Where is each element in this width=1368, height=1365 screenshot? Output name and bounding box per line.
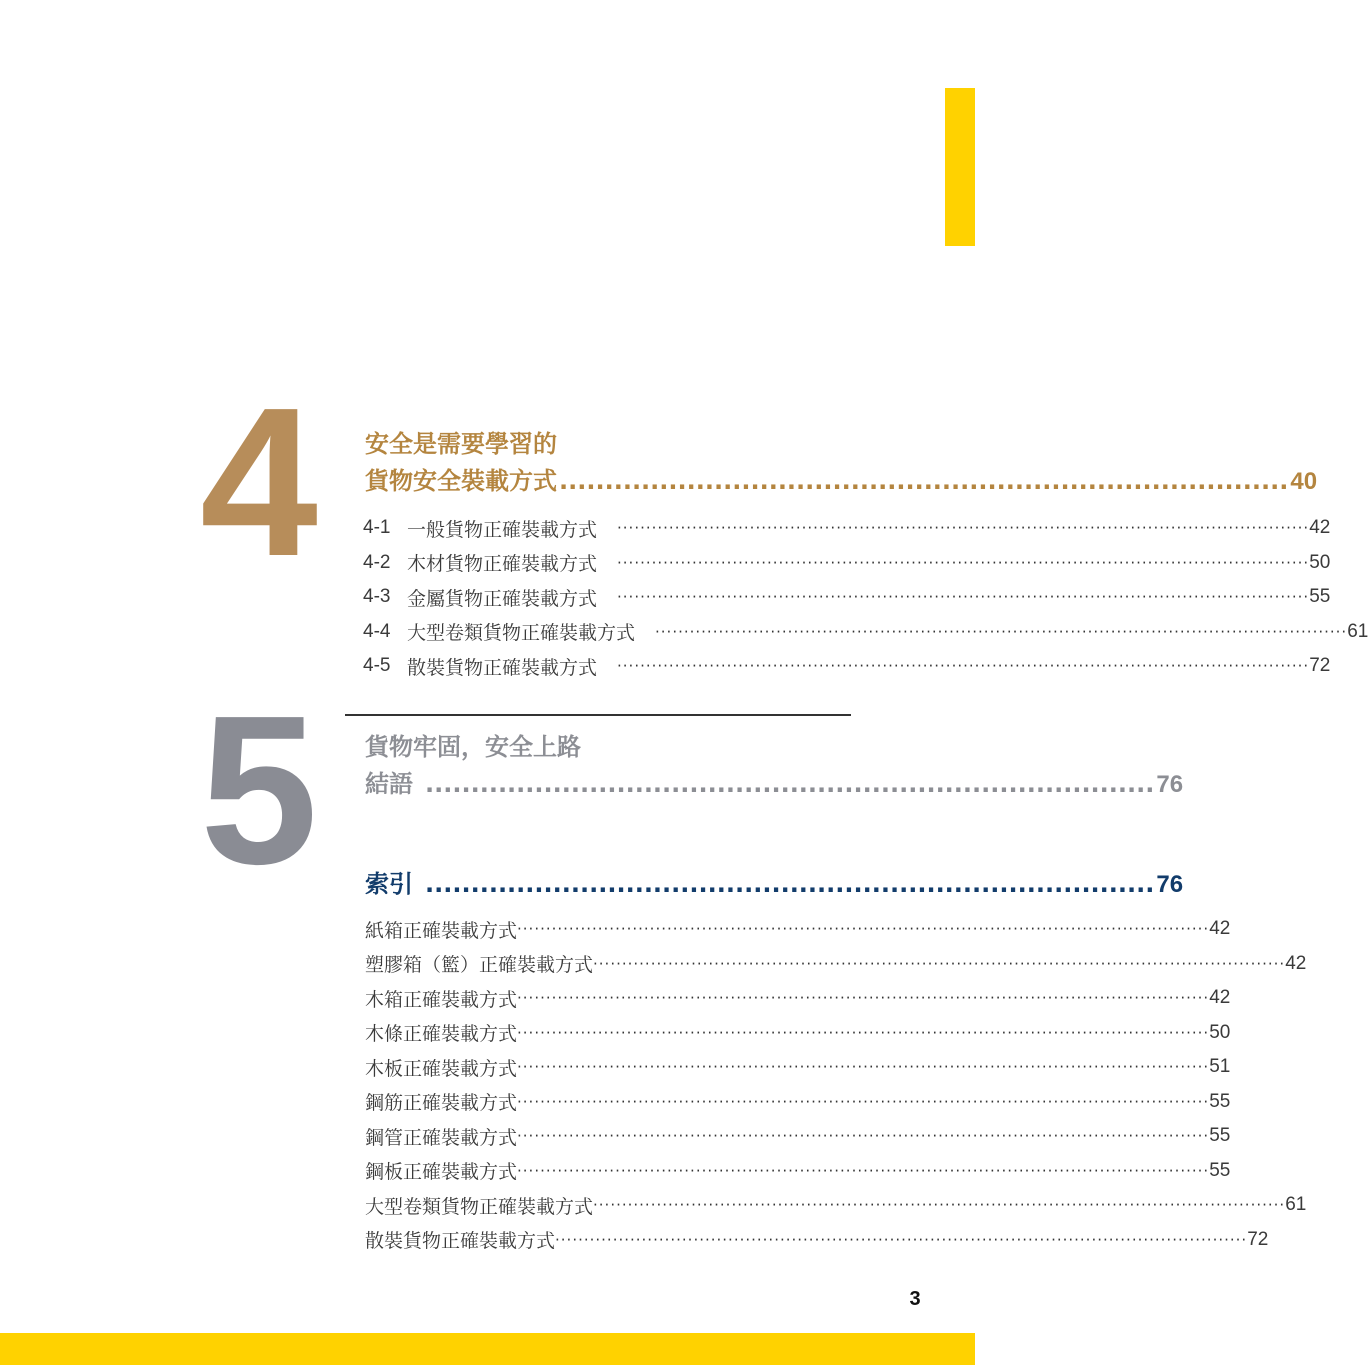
index-item-page: 55 [1209,1159,1231,1181]
toc-item[interactable] [363,653,1331,679]
leader-dots: ························································································································ [517,1092,1210,1111]
leader-dots: ························································································································ [617,553,1310,572]
leader-dots: ························································································································ [517,920,1210,938]
toc-item-page: 42 [1309,517,1331,538]
leader-dots: ························································································································ [617,588,1310,606]
index-title: 索引 [365,870,413,898]
index-item-title: 大型卷類貨物正確裝載方式 [365,1195,594,1218]
index-item-title: 鋼管正確裝載方式 [365,1126,518,1149]
leader-dots: ························································································································ [517,1127,1210,1145]
chapter-5-title: 結語 [365,770,413,798]
toc-item[interactable] [363,550,1331,576]
leader-dots: ························································································································ [617,657,1310,675]
index-item[interactable] [365,1020,1231,1046]
leader-dots: ························································································································ [555,1230,1248,1249]
leader-dots: ................................................................................ [425,770,1155,798]
leader-dots: ························································································································ [593,1196,1286,1214]
toc-item-number: 4-1 [363,517,391,538]
index-heading[interactable] [365,870,1184,898]
leader-dots: ························································································································ [517,989,1210,1007]
leader-dots: ························································································································ [517,1161,1210,1180]
bottom-bar [0,1333,975,1365]
chapter-5-title-line1: 貨物牢固，安全上路 [365,733,581,761]
index-item-page: 50 [1209,1021,1231,1043]
index-item[interactable] [365,1123,1231,1149]
toc-item-page: 50 [1309,551,1331,573]
toc-item-number: 4-2 [363,551,391,573]
index-item-page: 42 [1209,918,1231,939]
chapter-4-page: 40 [1290,468,1318,495]
section-divider [345,714,851,716]
page-number: 3 [909,1288,921,1310]
side-tab-marker [945,88,975,246]
index-item-page: 42 [1285,952,1307,974]
index-item[interactable] [365,985,1231,1011]
toc-item-title: 散裝貨物正確裝載方式 [407,656,598,679]
index-item-title: 散裝貨物正確裝載方式 [365,1230,556,1252]
leader-dots: ························································································································ [655,622,1348,641]
index-item[interactable] [365,1192,1307,1218]
index-item-page: 72 [1247,1228,1269,1250]
toc-item-number: 4-5 [363,655,391,676]
toc-item-title: 金屬貨物正確裝載方式 [407,587,598,610]
toc-item-page: 72 [1309,655,1331,676]
index-item-title: 木條正確裝載方式 [365,1023,518,1045]
leader-dots: ························································································································ [617,519,1310,537]
index-item[interactable] [365,1054,1231,1080]
index-item-title: 塑膠箱（籃）正確裝載方式 [365,954,594,976]
chapter-4-title: 貨物安全裝載方式 [365,467,557,495]
chapter-4-number: 4 [200,363,318,600]
index-item[interactable] [365,951,1307,977]
leader-dots: ························································································································ [517,1058,1210,1076]
index-item-page: 55 [1209,1090,1231,1112]
index-item[interactable] [365,916,1231,942]
leader-dots: ························································································································ [517,1023,1210,1042]
toc-item-title: 木材貨物正確裝載方式 [407,553,598,575]
toc-item-title: 大型卷類貨物正確裝載方式 [407,622,636,644]
leader-dots: ................................................................................ [425,870,1155,898]
chapter-5-number: 5 [200,671,318,908]
index-item-page: 42 [1209,987,1231,1008]
index-item-page: 61 [1285,1194,1307,1215]
index-item-title: 鋼板正確裝載方式 [365,1161,518,1183]
chapter-5-title-line2[interactable] [365,770,1184,798]
index-item[interactable] [365,1158,1231,1184]
index-item[interactable] [365,1227,1269,1253]
chapter-5-page: 76 [1156,771,1184,798]
index-item[interactable] [365,1089,1231,1115]
index-item-title: 木箱正確裝載方式 [365,988,518,1011]
index-item-page: 55 [1209,1125,1231,1146]
toc-item-number: 4-4 [363,620,391,642]
index-item-title: 紙箱正確裝載方式 [365,919,518,942]
leader-dots: ................................................................................ [559,467,1289,495]
toc-item[interactable] [363,584,1331,610]
toc-item[interactable] [363,515,1331,541]
chapter-4-title-line2[interactable] [365,467,1318,495]
index-item-title: 木板正確裝載方式 [365,1057,518,1080]
leader-dots: ························································································································ [593,954,1286,973]
index-item-title: 鋼筋正確裝載方式 [365,1092,518,1114]
index-page: 76 [1156,871,1184,898]
toc-item-title: 一般貨物正確裝載方式 [407,518,598,541]
chapter-4-title-line1: 安全是需要學習的 [365,430,557,458]
toc-item[interactable] [363,619,1368,645]
toc-item-page: 61 [1347,620,1368,642]
index-item-page: 51 [1209,1056,1231,1077]
toc-item-number: 4-3 [363,586,391,607]
toc-item-page: 55 [1309,586,1331,607]
